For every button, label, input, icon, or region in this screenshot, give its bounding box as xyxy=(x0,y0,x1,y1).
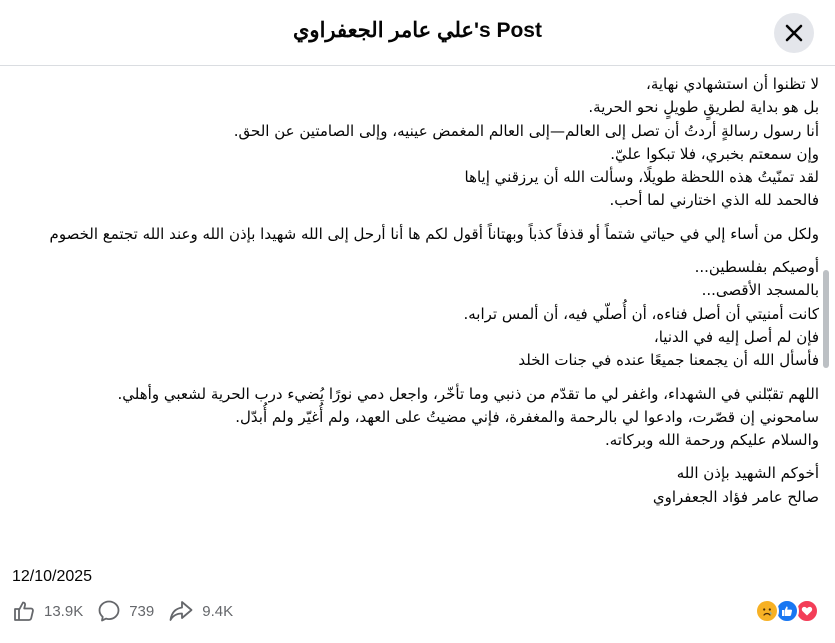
comment-button[interactable] xyxy=(97,599,154,623)
close-button[interactable] xyxy=(774,13,814,53)
close-icon xyxy=(785,24,803,42)
post-line: أنا رسول رسالةٍ أردتُ أن تصل إلى العالم—إلى العالم المغمض عينيه، وإلى الصامتين عن الحق. xyxy=(233,121,819,140)
post-line: لا تظنوا أن استشهادي نهاية، xyxy=(646,75,819,93)
post-line: بالمسجد الأقصى... xyxy=(701,281,819,300)
post-line: بل هو بداية لطريقٍ طويلٍ نحو الحرية. xyxy=(588,98,819,117)
share-icon xyxy=(168,599,194,623)
sad-face-icon xyxy=(755,599,779,623)
comment-icon xyxy=(97,599,121,623)
post-line: أوصيكم بفلسطين... xyxy=(694,258,819,277)
dialog-title: علي عامر الجعفراوي's Post xyxy=(293,19,542,42)
post-line: ولكل من أساء إلي في حياتي شتماً أو قذفاً كذباً وبهتاناً أقول لكم ها أنا أرحل إلى الله شهيدا بإذن الله وعند الله تجتمع الخصوم xyxy=(49,224,819,243)
post-paragraph xyxy=(29,256,819,372)
post-line: كانت أمنيتي أن أصل فناءه، أن أُصلّي فيه، أن ألمس ترابه. xyxy=(463,304,819,323)
post-line: فأسأل الله أن يجمعنا جميعًا عنده في جنات الخلد xyxy=(518,351,819,370)
post-line: والسلام عليكم ورحمة الله وبركاته. xyxy=(605,431,819,450)
share-button[interactable] xyxy=(168,599,233,623)
post-line: صالح عامر فؤاد الجعفراوي xyxy=(652,487,819,506)
like-count: 13.9K xyxy=(44,602,84,620)
post-actions xyxy=(12,597,247,625)
post-paragraph xyxy=(29,73,819,213)
dialog-header xyxy=(0,0,835,66)
post-line: سامحوني إن قصّرت، وادعوا لي بالرحمة والمغفرة، فإني مضيتُ على العهد، ولم أُغيّر ولم أُبدّل. xyxy=(235,407,819,426)
scrollbar-thumb[interactable] xyxy=(823,270,829,368)
post-scroll-area[interactable] xyxy=(0,66,835,563)
post-line: فالحمد لله الذي اختارني لما أحب. xyxy=(609,191,819,210)
post-body xyxy=(29,73,819,519)
post-line: وإن سمعتم بخبري، فلا تبكوا عليّ. xyxy=(610,144,819,163)
post-paragraph xyxy=(29,223,819,246)
post-line: اللهم تقبّلني في الشهداء، واغفر لي ما تقدّم من ذنبي وما تأخّر، واجعل دمي نورًا يُضيء درب الحرية لشعبي وأهلي. xyxy=(117,384,819,403)
like-button[interactable] xyxy=(12,599,83,623)
share-count: 9.4K xyxy=(202,602,234,620)
post-line: لقد تمنّيتُ هذه اللحظة طويلًا، وسألت الله أن يرزقني إياها xyxy=(464,168,819,187)
reaction-summary[interactable] xyxy=(755,599,821,623)
post-timestamp[interactable]: 12/10/2025 xyxy=(12,568,93,585)
post-paragraph xyxy=(29,383,819,453)
thumbs-up-icon xyxy=(12,599,36,623)
post-line: فإن لم أصل إليه في الدنيا، xyxy=(653,327,819,346)
post-paragraph xyxy=(29,462,819,509)
post-line: أخوكم الشهيد بإذن الله xyxy=(676,464,819,483)
comment-count: 739 xyxy=(129,602,155,620)
